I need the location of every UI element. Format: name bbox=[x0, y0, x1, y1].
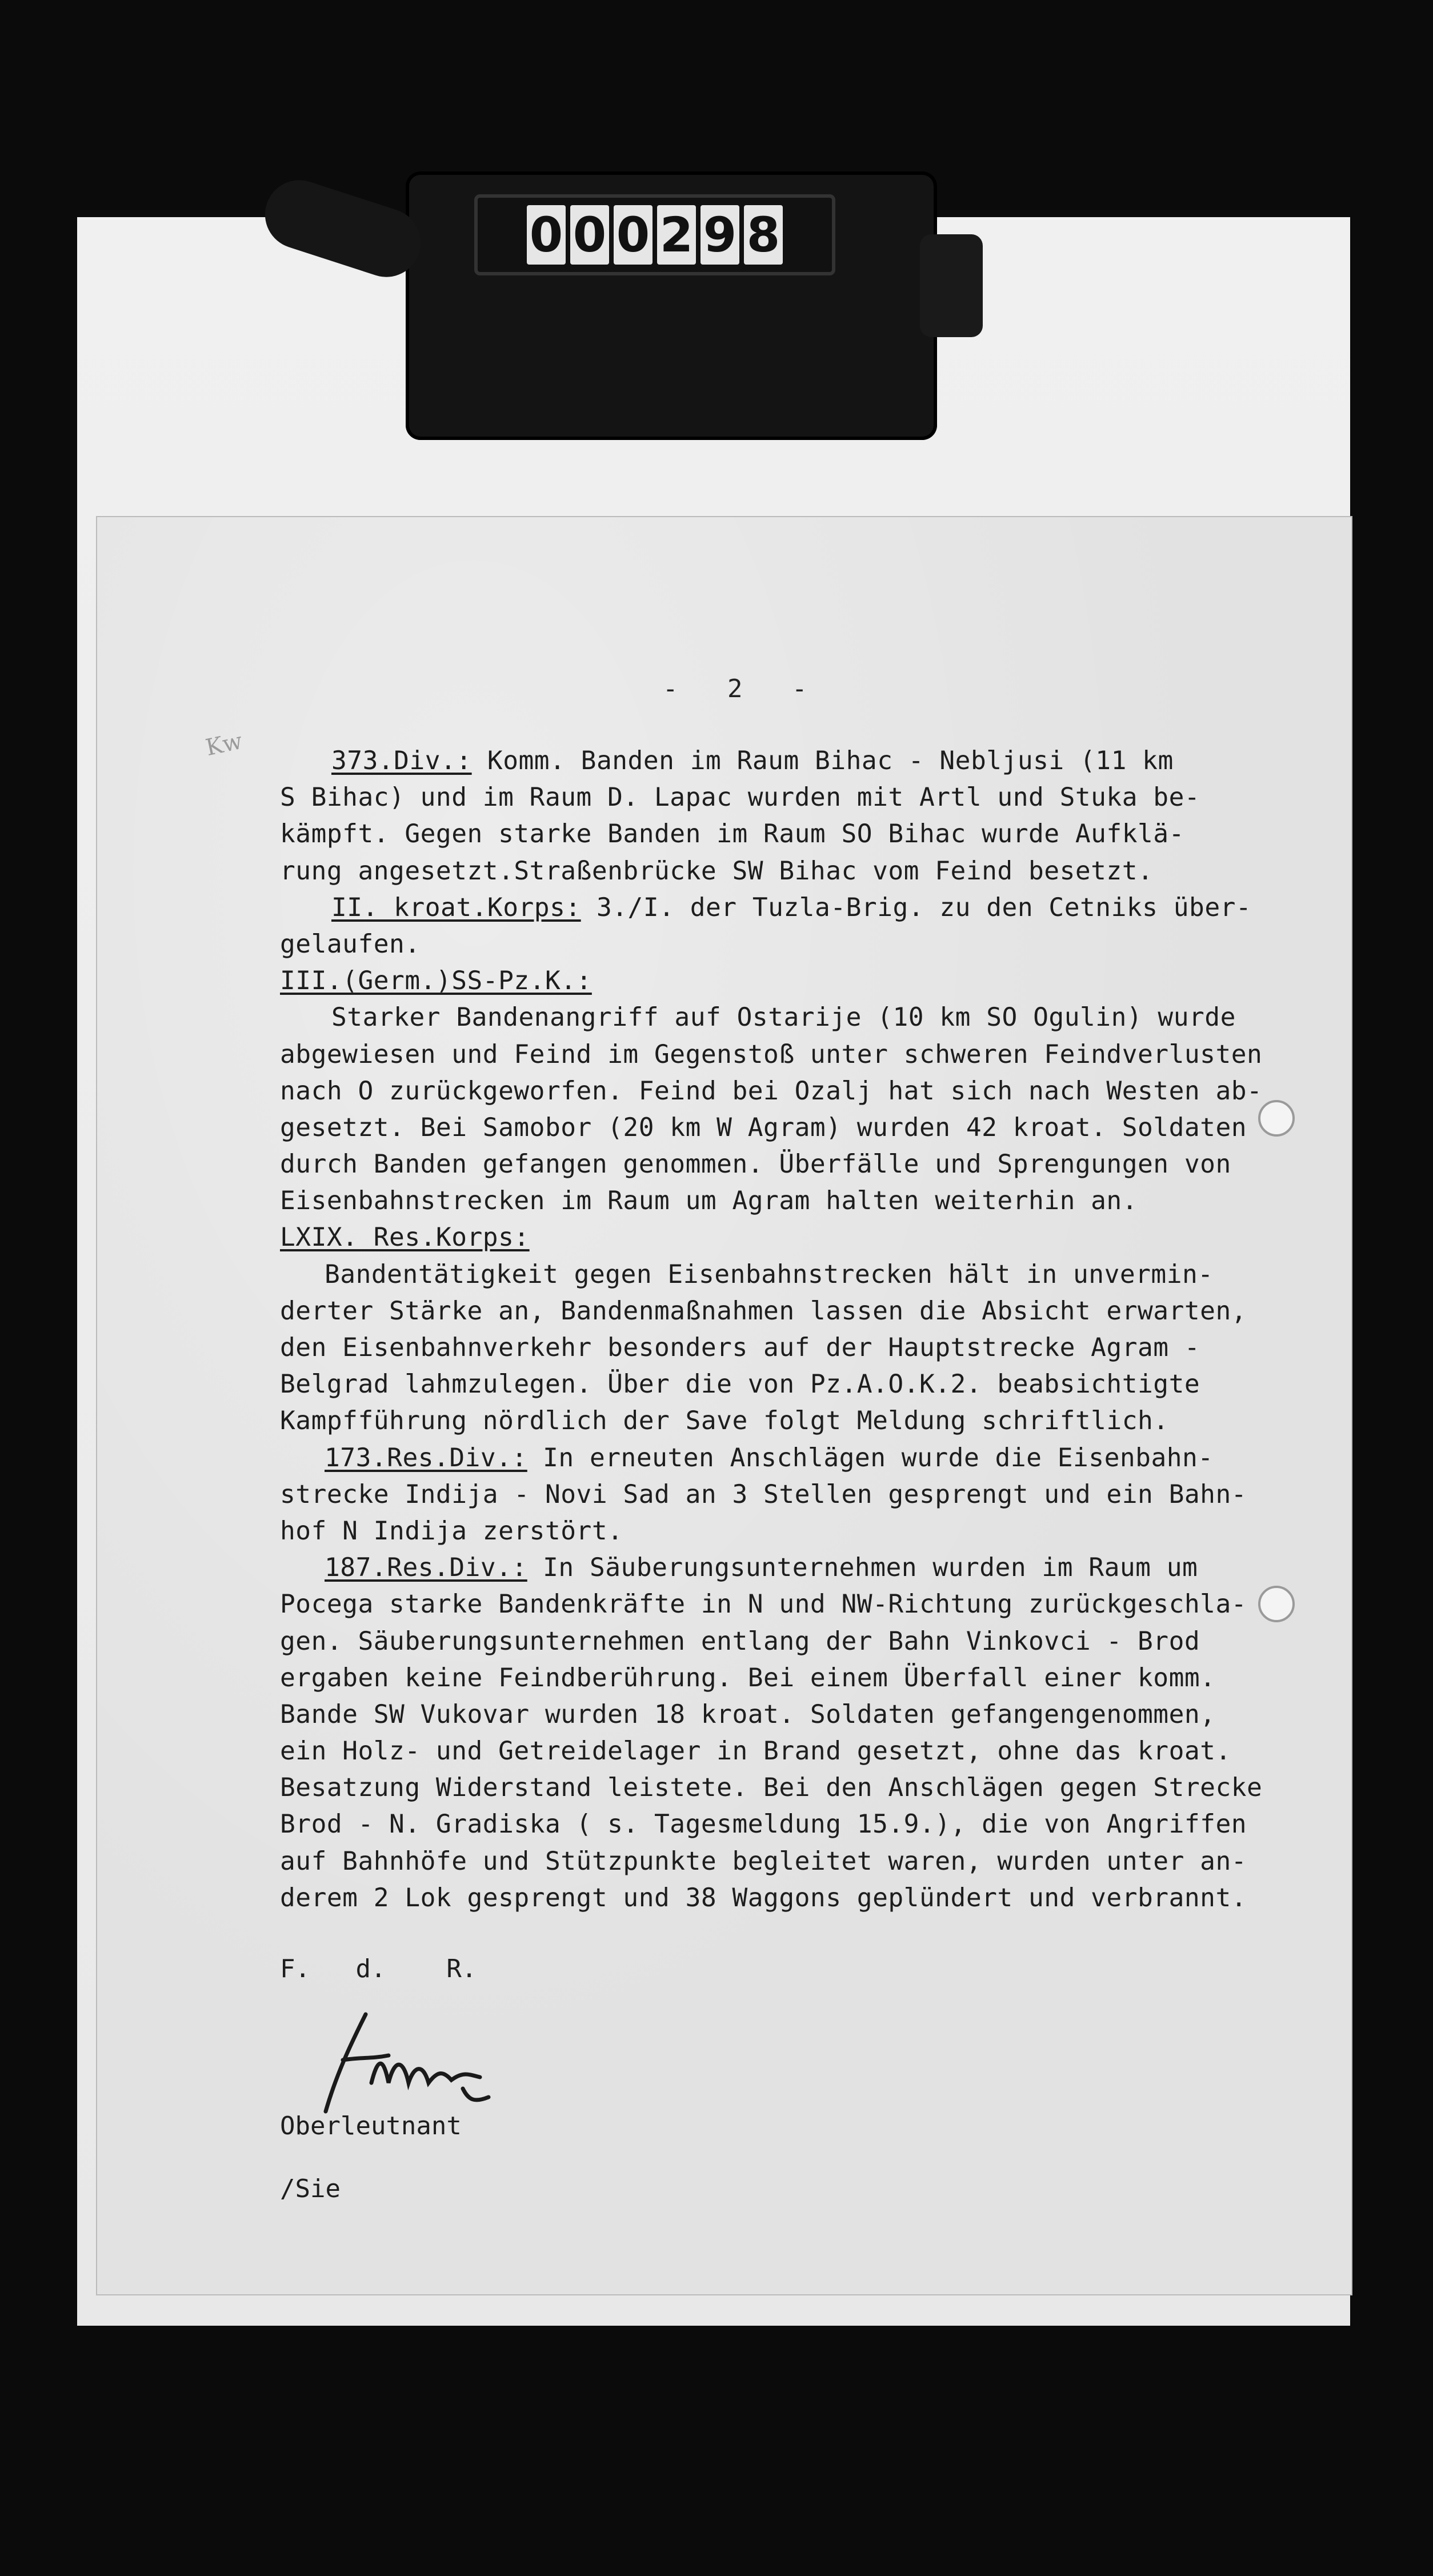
text-line bbox=[280, 1440, 1343, 1477]
handwritten-signature bbox=[291, 2003, 531, 2123]
fdr-line: F. d. R. bbox=[280, 1954, 477, 1983]
text-line bbox=[280, 890, 1343, 926]
line-text: den Eisenbahnverkehr besonders auf der Hauptstrecke Agram - bbox=[280, 1333, 1200, 1362]
line-text: Brod - N. Gradiska ( s. Tagesmeldung 15.9.), die von Angriffen bbox=[280, 1810, 1247, 1839]
line-text: Bandentätigkeit gegen Eisenbahnstrecken hält in unvermin- bbox=[325, 1259, 1214, 1289]
page-number: - 2 - bbox=[663, 674, 824, 703]
section-heading: 173.Res.Div.: bbox=[325, 1443, 527, 1473]
line-text: Besatzung Widerstand leistete. Bei den Anschlägen gegen Strecke bbox=[280, 1773, 1263, 1803]
section-heading: 373.Div.: bbox=[331, 746, 472, 775]
line-text: hof N Indija zerstört. bbox=[280, 1516, 623, 1546]
line-text: Bande SW Vukovar wurden 18 kroat. Soldaten gefangengenommen, bbox=[280, 1699, 1216, 1729]
line-text: In Säuberungsunternehmen wurden im Raum um bbox=[527, 1553, 1198, 1583]
text-line bbox=[280, 1073, 1343, 1110]
text-line bbox=[280, 963, 1343, 999]
text-line bbox=[280, 1660, 1343, 1697]
text-line bbox=[280, 1330, 1343, 1366]
line-text: Belgrad lahmzulegen. Über die von Pz.A.O.K.2. beabsichtigte bbox=[280, 1370, 1200, 1399]
counter-digit: 0 bbox=[527, 205, 566, 265]
line-text: Komm. Banden im Raum Bihac - Nebljusi (11 km bbox=[471, 746, 1174, 775]
line-text: rung angesetzt.Straßenbrücke SW Bihac vom Feind besetzt. bbox=[280, 856, 1154, 886]
line-text: ergaben keine Feindberührung. Bei einem Überfall einer komm. bbox=[280, 1663, 1216, 1693]
counter-digit: 9 bbox=[701, 205, 739, 265]
report-body bbox=[280, 743, 1343, 1917]
text-line bbox=[280, 1513, 1343, 1550]
text-line bbox=[280, 1623, 1343, 1660]
counter-digit: 0 bbox=[614, 205, 653, 265]
line-text: auf Bahnhöfe und Stützpunkte begleitet waren, wurden unter an- bbox=[280, 1846, 1247, 1876]
section-heading: III.(Germ.)SS-Pz.K.: bbox=[280, 966, 592, 996]
text-line bbox=[280, 1403, 1343, 1439]
line-text: gesetzt. Bei Samobor (20 km W Agram) wurden 42 kroat. Soldaten bbox=[280, 1113, 1247, 1142]
section-heading: LXIX. Res.Korps: bbox=[280, 1223, 530, 1253]
line-text: strecke Indija - Novi Sad an 3 Stellen gesprengt und ein Bahn- bbox=[280, 1479, 1247, 1509]
typist-initials: /Sie bbox=[280, 2174, 341, 2203]
line-text: Starker Bandenangriff auf Ostarije (10 km SO Ogulin) wurde bbox=[331, 1003, 1236, 1033]
text-line bbox=[280, 1770, 1343, 1806]
counter-digit: 8 bbox=[744, 205, 783, 265]
text-line bbox=[280, 1110, 1343, 1146]
text-line bbox=[280, 1880, 1343, 1917]
line-text: ein Holz- und Getreidelager in Brand gesetzt, ohne das kroat. bbox=[280, 1737, 1231, 1766]
text-line bbox=[280, 1037, 1343, 1073]
text-line bbox=[280, 1477, 1343, 1513]
text-line bbox=[280, 1806, 1343, 1843]
line-text: derem 2 Lok gesprengt und 38 Waggons geplündert und verbrannt. bbox=[280, 1883, 1247, 1913]
text-line bbox=[280, 853, 1343, 890]
text-line bbox=[280, 1257, 1343, 1293]
counter-digit: 2 bbox=[657, 205, 696, 265]
section-heading: 187.Res.Div.: bbox=[325, 1553, 527, 1583]
text-line bbox=[280, 1843, 1343, 1880]
text-line bbox=[280, 1183, 1343, 1219]
text-line bbox=[280, 1219, 1343, 1256]
line-text: Kampfführung nördlich der Save folgt Meldung schriftlich. bbox=[280, 1406, 1169, 1436]
text-line bbox=[280, 999, 1343, 1036]
line-text: durch Banden gefangen genommen. Überfälle und Sprengungen von bbox=[280, 1150, 1231, 1179]
text-line bbox=[280, 1697, 1343, 1733]
text-line bbox=[280, 1550, 1343, 1586]
line-text: gelaufen. bbox=[280, 929, 421, 959]
section-heading: II. kroat.Korps: bbox=[331, 893, 581, 922]
counter-digit: 0 bbox=[570, 205, 609, 265]
signer-rank: Oberleutnant bbox=[280, 2111, 462, 2141]
line-text: Eisenbahnstrecken im Raum um Agram halten weiterhin an. bbox=[280, 1186, 1138, 1216]
document-page bbox=[97, 517, 1351, 2294]
line-text: abgewiesen und Feind im Gegenstoß unter schweren Feindverlusten bbox=[280, 1039, 1263, 1069]
line-text: Pocega starke Bandenkräfte in N und NW-Richtung zurückgeschla- bbox=[280, 1590, 1247, 1619]
text-line bbox=[280, 1366, 1343, 1403]
text-line bbox=[280, 1293, 1343, 1330]
text-line bbox=[280, 779, 1343, 816]
line-text: gen. Säuberungsunternehmen entlang der Bahn Vinkovci - Brod bbox=[280, 1626, 1200, 1656]
text-line bbox=[280, 1733, 1343, 1770]
line-text: kämpft. Gegen starke Banden im Raum SO Bihac wurde Aufklä- bbox=[280, 819, 1184, 849]
text-line bbox=[280, 926, 1343, 963]
line-text: 3./I. der Tuzla-Brig. zu den Cetniks über- bbox=[581, 893, 1252, 922]
frame-counter bbox=[474, 194, 835, 275]
margin-note: Kw bbox=[203, 727, 245, 762]
line-text: S Bihac) und im Raum D. Lapac wurden mit Artl und Stuka be- bbox=[280, 783, 1200, 813]
text-line bbox=[280, 1586, 1343, 1623]
line-text: nach O zurückgeworfen. Feind bei Ozalj hat sich nach Westen ab- bbox=[280, 1076, 1263, 1106]
line-text: derter Stärke an, Bandenmaßnahmen lassen die Absicht erwarten, bbox=[280, 1296, 1247, 1326]
text-line bbox=[280, 1146, 1343, 1183]
text-line bbox=[280, 816, 1343, 853]
text-line bbox=[280, 743, 1343, 779]
line-text: In erneuten Anschlägen wurde die Eisenbahn- bbox=[527, 1443, 1214, 1473]
